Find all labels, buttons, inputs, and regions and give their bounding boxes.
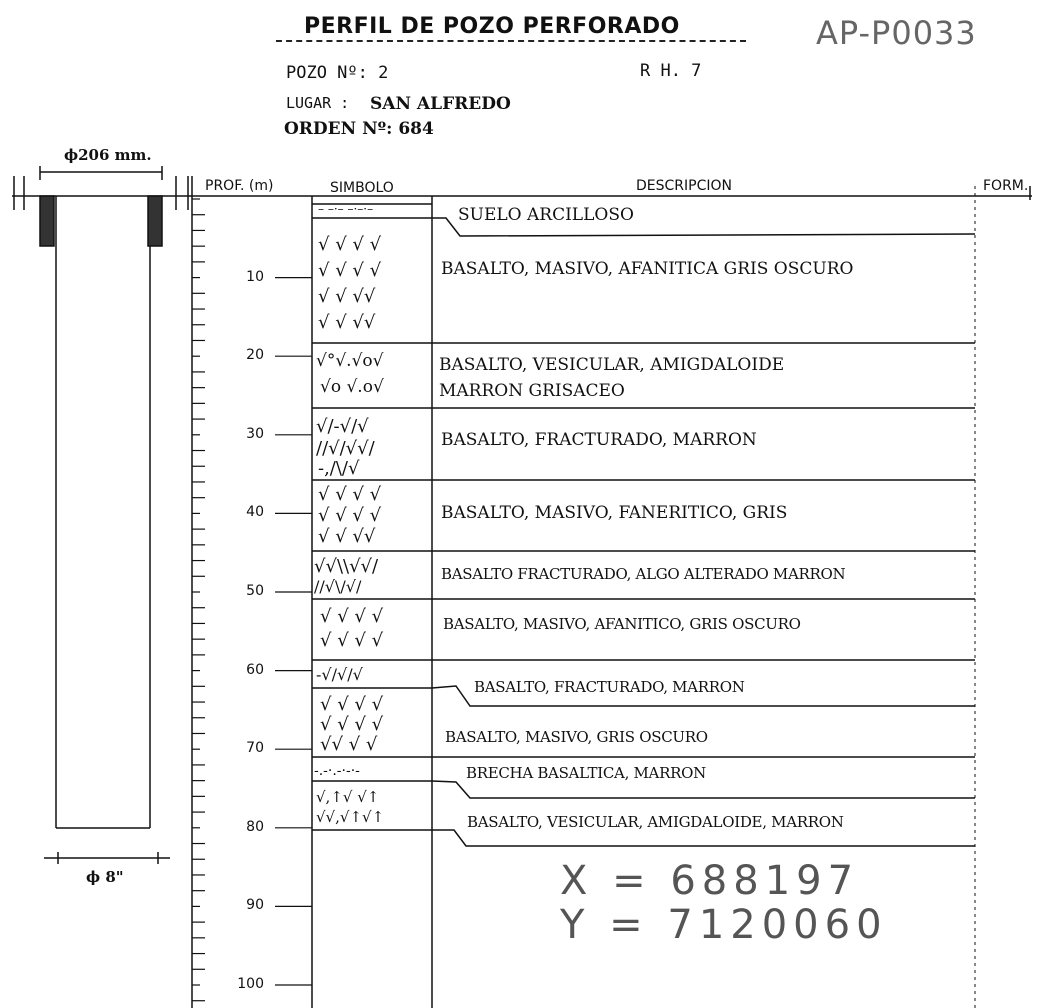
handwritten-coordinate-y: Y = 7120060 bbox=[560, 902, 888, 948]
layer-description-4: BASALTO, FRACTURADO, MARRON bbox=[441, 430, 757, 450]
layer-description-8: BASALTO, FRACTURADO, MARRON bbox=[474, 678, 745, 696]
boundary-suelo bbox=[312, 218, 975, 236]
well-diameter-bottom: ϕ 8" bbox=[86, 868, 124, 886]
casing-right bbox=[148, 196, 162, 246]
column-header-formation: FORM. bbox=[983, 178, 1029, 194]
depth-label: 20 bbox=[246, 347, 264, 364]
symbol-soil: – –·– –·–·– bbox=[318, 202, 374, 216]
symbol-massive-basalt: √ √ √√ bbox=[318, 312, 376, 333]
symbol-fractured: √/-√/√ bbox=[316, 416, 369, 437]
lugar-value: SAN ALFREDO bbox=[370, 94, 511, 114]
layer-description-5: BASALTO, MASIVO, FANERITICO, GRIS bbox=[441, 503, 788, 523]
depth-label: 10 bbox=[246, 268, 264, 285]
well-diameter-top: ϕ206 mm. bbox=[64, 146, 152, 164]
symbol-massive-basalt: √ √ √ √ bbox=[318, 234, 382, 255]
layer-description-11: BASALTO, VESICULAR, AMIGDALOIDE, MARRON bbox=[467, 813, 844, 831]
symbol-vesicular-amygdaloid: √√,√↑√↑ bbox=[316, 808, 385, 826]
layer-description-3: BASALTO, VESICULAR, AMIGDALOIDE bbox=[439, 355, 785, 375]
layer-description-6: BASALTO FRACTURADO, ALGO ALTERADO MARRON bbox=[441, 565, 846, 583]
depth-label: 30 bbox=[246, 425, 264, 442]
symbol-fractured: //√/√√/ bbox=[316, 438, 375, 459]
symbol-massive: √ √ √ √ bbox=[320, 714, 384, 735]
column-header-symbol: SIMBOLO bbox=[330, 180, 394, 196]
symbol-fractured-thin: -√/√/√ bbox=[316, 665, 363, 684]
column-header-description: DESCRIPCION bbox=[636, 178, 732, 194]
layer-description-10: BRECHA BASALTICA, MARRON bbox=[466, 764, 706, 782]
depth-label: 80 bbox=[246, 818, 264, 835]
depth-label: 70 bbox=[246, 740, 264, 757]
rh-number: R H. 7 bbox=[640, 61, 702, 81]
layer-boundaries bbox=[312, 204, 975, 846]
symbol-massive-gray: √ √ √ √ bbox=[318, 505, 382, 526]
layer-description-9: BASALTO, MASIVO, GRIS OSCURO bbox=[445, 728, 708, 746]
symbol-massive: √ √ √ √ bbox=[320, 694, 384, 715]
depth-label: 100 bbox=[237, 976, 264, 992]
depth-label: 50 bbox=[246, 583, 264, 599]
depth-label: 90 bbox=[246, 897, 264, 914]
layer-description-3b: MARRON GRISACEO bbox=[439, 381, 625, 401]
layer-description-7: BASALTO, MASIVO, AFANITICO, GRIS OSCURO bbox=[443, 615, 801, 633]
lithology-symbols bbox=[314, 202, 384, 826]
boundary-9 bbox=[312, 781, 975, 798]
symbol-breccia: -.-·.-·-·- bbox=[314, 763, 360, 779]
symbol-vesicular: √o √.o√ bbox=[320, 377, 384, 397]
depth-label: 40 bbox=[246, 504, 264, 521]
document-title: PERFIL DE POZO PERFORADO bbox=[304, 14, 680, 39]
casing-left bbox=[40, 196, 54, 246]
symbol-vesicular-amygdaloid: √,↑√ √↑ bbox=[316, 788, 380, 806]
pozo-number: POZO Nº: 2 bbox=[286, 63, 389, 83]
layer-description-1: SUELO ARCILLOSO bbox=[458, 205, 634, 225]
symbol-massive-dark: √ √ √ √ bbox=[320, 606, 384, 627]
handwritten-coordinate-x: X = 688197 bbox=[560, 858, 860, 904]
orden-number: ORDEN Nº: 684 bbox=[284, 119, 434, 139]
layer-description-2: BASALTO, MASIVO, AFANITICA GRIS OSCURO bbox=[441, 259, 854, 279]
depth-label: 60 bbox=[246, 661, 264, 678]
lugar-label: LUGAR : bbox=[286, 94, 350, 112]
symbol-massive-gray: √ √ √ √ bbox=[318, 484, 382, 505]
archive-stamp: AP-P0033 bbox=[816, 14, 977, 52]
column-header-depth: PROF. (m) bbox=[205, 178, 274, 194]
symbol-massive-gray: √ √ √√ bbox=[318, 526, 376, 547]
symbol-fractured-altered: √√\\√√/ bbox=[314, 556, 379, 577]
symbol-massive: √√ √ √ bbox=[320, 734, 378, 755]
symbol-massive-dark: √ √ √ √ bbox=[320, 630, 384, 651]
depth-ruler bbox=[192, 199, 312, 1001]
symbol-massive-basalt: √ √ √√ bbox=[318, 286, 376, 307]
symbol-fractured: -,/\/√ bbox=[318, 458, 360, 479]
symbol-massive-basalt: √ √ √ √ bbox=[318, 260, 382, 281]
boundary-10 bbox=[312, 830, 975, 846]
symbol-fractured-altered: //√\/√/ bbox=[314, 577, 362, 596]
symbol-vesicular: √°√.√o√ bbox=[316, 351, 384, 371]
